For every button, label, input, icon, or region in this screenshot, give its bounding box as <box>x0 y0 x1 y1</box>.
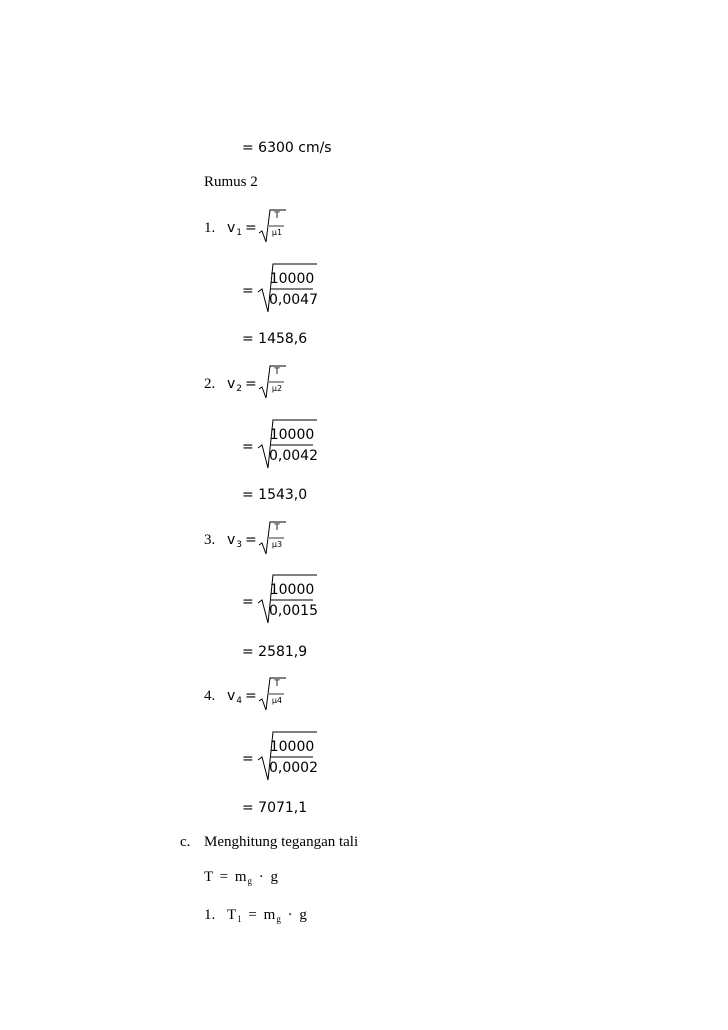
equals-sign: = <box>245 688 257 704</box>
item-number: 1. <box>204 220 216 236</box>
fraction-denominator: μ1 <box>271 228 283 237</box>
fraction-numerator: T <box>274 211 280 221</box>
fraction-denominator: 0,0047 <box>269 292 318 308</box>
tension-formula: $T = m_g \cdot g$ <box>204 869 279 886</box>
result-value: = 2581,9 <box>242 644 308 660</box>
tension-equation: $T_1 = m_g \cdot g$ <box>227 907 307 924</box>
fraction-numerator: 10000 <box>269 582 315 598</box>
equals-sign: = <box>242 439 254 455</box>
item-number: 2. <box>204 376 216 392</box>
sqrt-fraction-big <box>257 573 317 625</box>
fraction-denominator: μ4 <box>271 696 283 705</box>
rumus-heading: Rumus 2 <box>204 174 258 190</box>
equals-sign: = <box>242 283 254 299</box>
section-marker: c. <box>180 834 191 850</box>
fraction-denominator: 0,0042 <box>269 448 318 464</box>
fraction-numerator: T <box>274 367 280 377</box>
result-value: = 1458,6 <box>242 331 308 347</box>
fraction-numerator: T <box>274 679 280 689</box>
result-value: = 1543,0 <box>242 487 308 503</box>
sqrt-fraction-big <box>257 418 317 470</box>
fraction-denominator: 0,0002 <box>269 760 318 776</box>
equals-sign: = <box>245 220 257 236</box>
fraction-numerator: 10000 <box>269 739 315 755</box>
velocity-symbol: $v_1$ <box>227 220 243 238</box>
sqrt-fraction-small <box>258 520 286 556</box>
velocity-symbol: $v_4$ <box>227 688 243 706</box>
fraction-denominator: μ2 <box>271 384 283 393</box>
item-number: 3. <box>204 532 216 548</box>
velocity-symbol: $v_3$ <box>227 532 243 550</box>
result-value: = 7071,1 <box>242 800 308 816</box>
equals-sign: = <box>242 751 254 767</box>
sqrt-fraction-small <box>258 208 286 244</box>
equals-sign: = <box>242 594 254 610</box>
equals-sign: = <box>245 376 257 392</box>
sqrt-fraction-small <box>258 364 286 400</box>
item-number: 1. <box>204 907 216 923</box>
velocity-symbol: $v_2$ <box>227 376 243 394</box>
fraction-denominator: 0,0015 <box>269 603 318 619</box>
equals-sign: = <box>245 532 257 548</box>
fraction-numerator: T <box>274 523 280 533</box>
fraction-numerator: 10000 <box>269 271 315 287</box>
item-number: 4. <box>204 688 216 704</box>
sqrt-fraction-big <box>257 730 317 782</box>
section-title: Menghitung tegangan tali <box>204 834 359 850</box>
fraction-numerator: 10000 <box>269 427 315 443</box>
top-result: = 6300 cm/s <box>242 140 332 156</box>
sqrt-fraction-big <box>257 262 317 314</box>
fraction-denominator: μ3 <box>271 540 283 549</box>
sqrt-fraction-small <box>258 676 286 712</box>
